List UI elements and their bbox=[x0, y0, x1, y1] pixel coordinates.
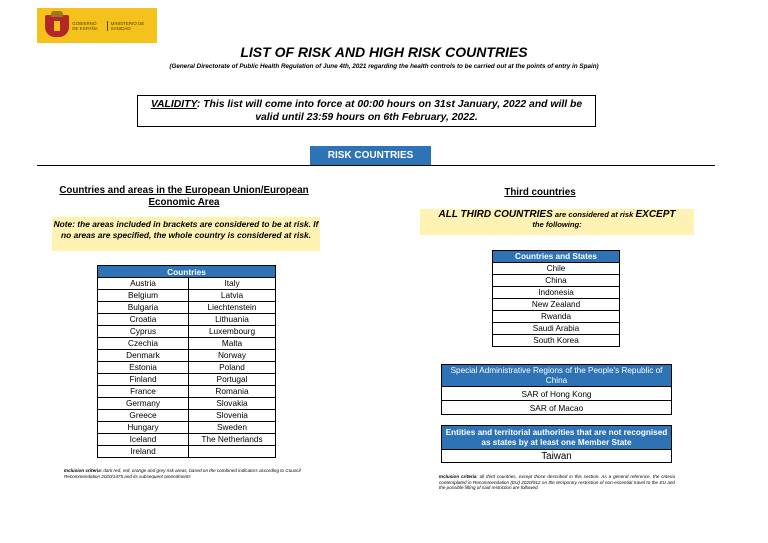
divider bbox=[37, 165, 715, 166]
table-cell: Iceland bbox=[98, 434, 189, 446]
risk-countries-banner: RISK COUNTRIES bbox=[310, 146, 431, 166]
eu-heading: Countries and areas in the European Union/European Economic Area bbox=[59, 185, 309, 208]
countries-states-table bbox=[492, 250, 620, 347]
page-title: LIST OF RISK AND HIGH RISK COUNTRIES bbox=[240, 44, 528, 60]
third-countries-heading: Third countries bbox=[504, 187, 576, 198]
table-cell: Ireland bbox=[98, 446, 189, 458]
eu-note: Note: the areas included in brackets are considered to be at risk. If no areas are specified, the whole country is considered at risk. bbox=[52, 217, 320, 251]
table-cell: New Zealand bbox=[493, 299, 620, 311]
table-row bbox=[493, 311, 620, 323]
validity-text: : This list will come into force at 00:00 hours on 31st January, 2022 and will be valid until 23:59 hours on 6th February, 2022. bbox=[196, 99, 583, 123]
sar-table bbox=[441, 364, 672, 415]
table-row bbox=[98, 362, 276, 374]
table-cell: SAR of Hong Kong bbox=[442, 387, 672, 401]
table-cell: Greece bbox=[98, 410, 189, 422]
table-row bbox=[98, 398, 276, 410]
table-cell: Finland bbox=[98, 374, 189, 386]
table-cell: The Netherlands bbox=[189, 434, 276, 446]
spain-crest-icon bbox=[42, 11, 67, 40]
table-row bbox=[98, 386, 276, 398]
table-cell: Taiwan bbox=[442, 450, 672, 463]
validity-label: VALIDITY bbox=[150, 99, 197, 110]
table-cell: Croatia bbox=[98, 314, 189, 326]
table-cell: Belgium bbox=[98, 290, 189, 302]
table-row bbox=[98, 278, 276, 290]
table-row bbox=[493, 287, 620, 299]
page-subtitle: (General Directorate of Public Health Regulation of June 4th, 2021 regarding the health controls to be carried out at the points of entry in Spain) bbox=[169, 63, 599, 70]
logo-government-text: GOBIERNO DE ESPAÑA bbox=[72, 20, 98, 31]
table-cell: Estonia bbox=[98, 362, 189, 374]
table-cell: Rwanda bbox=[493, 311, 620, 323]
table-cell: Norway bbox=[189, 350, 276, 362]
table-cell: Malta bbox=[189, 338, 276, 350]
validity-box bbox=[137, 95, 596, 127]
table-cell: Liechtenstein bbox=[189, 302, 276, 314]
table-row bbox=[98, 350, 276, 362]
table-row bbox=[493, 335, 620, 347]
table-row bbox=[493, 275, 620, 287]
table-cell: Latvia bbox=[189, 290, 276, 302]
table-cell: Bulgaria bbox=[98, 302, 189, 314]
table-row bbox=[442, 450, 672, 463]
states-table-header: Countries and States bbox=[493, 251, 620, 263]
table-row bbox=[493, 323, 620, 335]
table-row bbox=[98, 326, 276, 338]
table-cell: Italy bbox=[189, 278, 276, 290]
table-cell: Denmark bbox=[98, 350, 189, 362]
table-cell: China bbox=[493, 275, 620, 287]
table-cell: Chile bbox=[493, 263, 620, 275]
table-row bbox=[493, 263, 620, 275]
table-cell: Austria bbox=[98, 278, 189, 290]
third-countries-note: ALL THIRD COUNTRIES are considered at risk EXCEPT the following: bbox=[420, 209, 694, 235]
table-row bbox=[98, 446, 276, 458]
government-logo bbox=[37, 8, 157, 43]
table-cell: Saudi Arabia bbox=[493, 323, 620, 335]
table-cell: Sweden bbox=[189, 422, 276, 434]
table-cell: Lithuania bbox=[189, 314, 276, 326]
table-row bbox=[98, 314, 276, 326]
table-row bbox=[442, 387, 672, 401]
table-row bbox=[98, 302, 276, 314]
third-inclusion-criteria: Inclusion criteria: all third countries, except those described in this section. As a general reference, the criteria contemplated in Recommendation (EU) 2020/912 on the temporary restriction of non-essential travel to the EU and the possible lifting of said restriction are followed. bbox=[439, 474, 675, 491]
entities-table bbox=[441, 425, 672, 463]
table-cell: Portugal bbox=[189, 374, 276, 386]
table-cell: Hungary bbox=[98, 422, 189, 434]
sar-table-header: Special Administrative Regions of the People's Republic of China bbox=[442, 365, 672, 387]
table-cell: Poland bbox=[189, 362, 276, 374]
table-row bbox=[98, 374, 276, 386]
table-cell: Cyprus bbox=[98, 326, 189, 338]
table-cell: Luxembourg bbox=[189, 326, 276, 338]
table-cell: SAR of Macao bbox=[442, 401, 672, 415]
table-cell bbox=[189, 446, 276, 458]
entities-table-header: Entities and territorial authorities that are not recognised as states by at least one Member State bbox=[442, 426, 672, 450]
table-row bbox=[98, 422, 276, 434]
table-cell: Indonesia bbox=[493, 287, 620, 299]
table-row bbox=[98, 434, 276, 446]
table-row bbox=[98, 338, 276, 350]
table-cell: South Korea bbox=[493, 335, 620, 347]
eu-table-header: Countries bbox=[98, 266, 276, 278]
table-cell: Slovakia bbox=[189, 398, 276, 410]
table-row bbox=[98, 290, 276, 302]
eu-inclusion-criteria: Inclusion criteria: dark red, red, orange and grey risk areas, based on the combined indicators according to Council Recommendation 2020/1475 and its subsequent amendments bbox=[64, 468, 301, 479]
eu-countries-table bbox=[97, 265, 276, 458]
table-cell: Germany bbox=[98, 398, 189, 410]
table-cell: France bbox=[98, 386, 189, 398]
table-row bbox=[442, 401, 672, 415]
table-cell: Romania bbox=[189, 386, 276, 398]
table-row bbox=[493, 299, 620, 311]
table-cell: Slovenia bbox=[189, 410, 276, 422]
table-cell: Czechia bbox=[98, 338, 189, 350]
logo-ministry-text: MINISTERIO DE SANIDAD bbox=[107, 21, 157, 31]
table-row bbox=[98, 410, 276, 422]
